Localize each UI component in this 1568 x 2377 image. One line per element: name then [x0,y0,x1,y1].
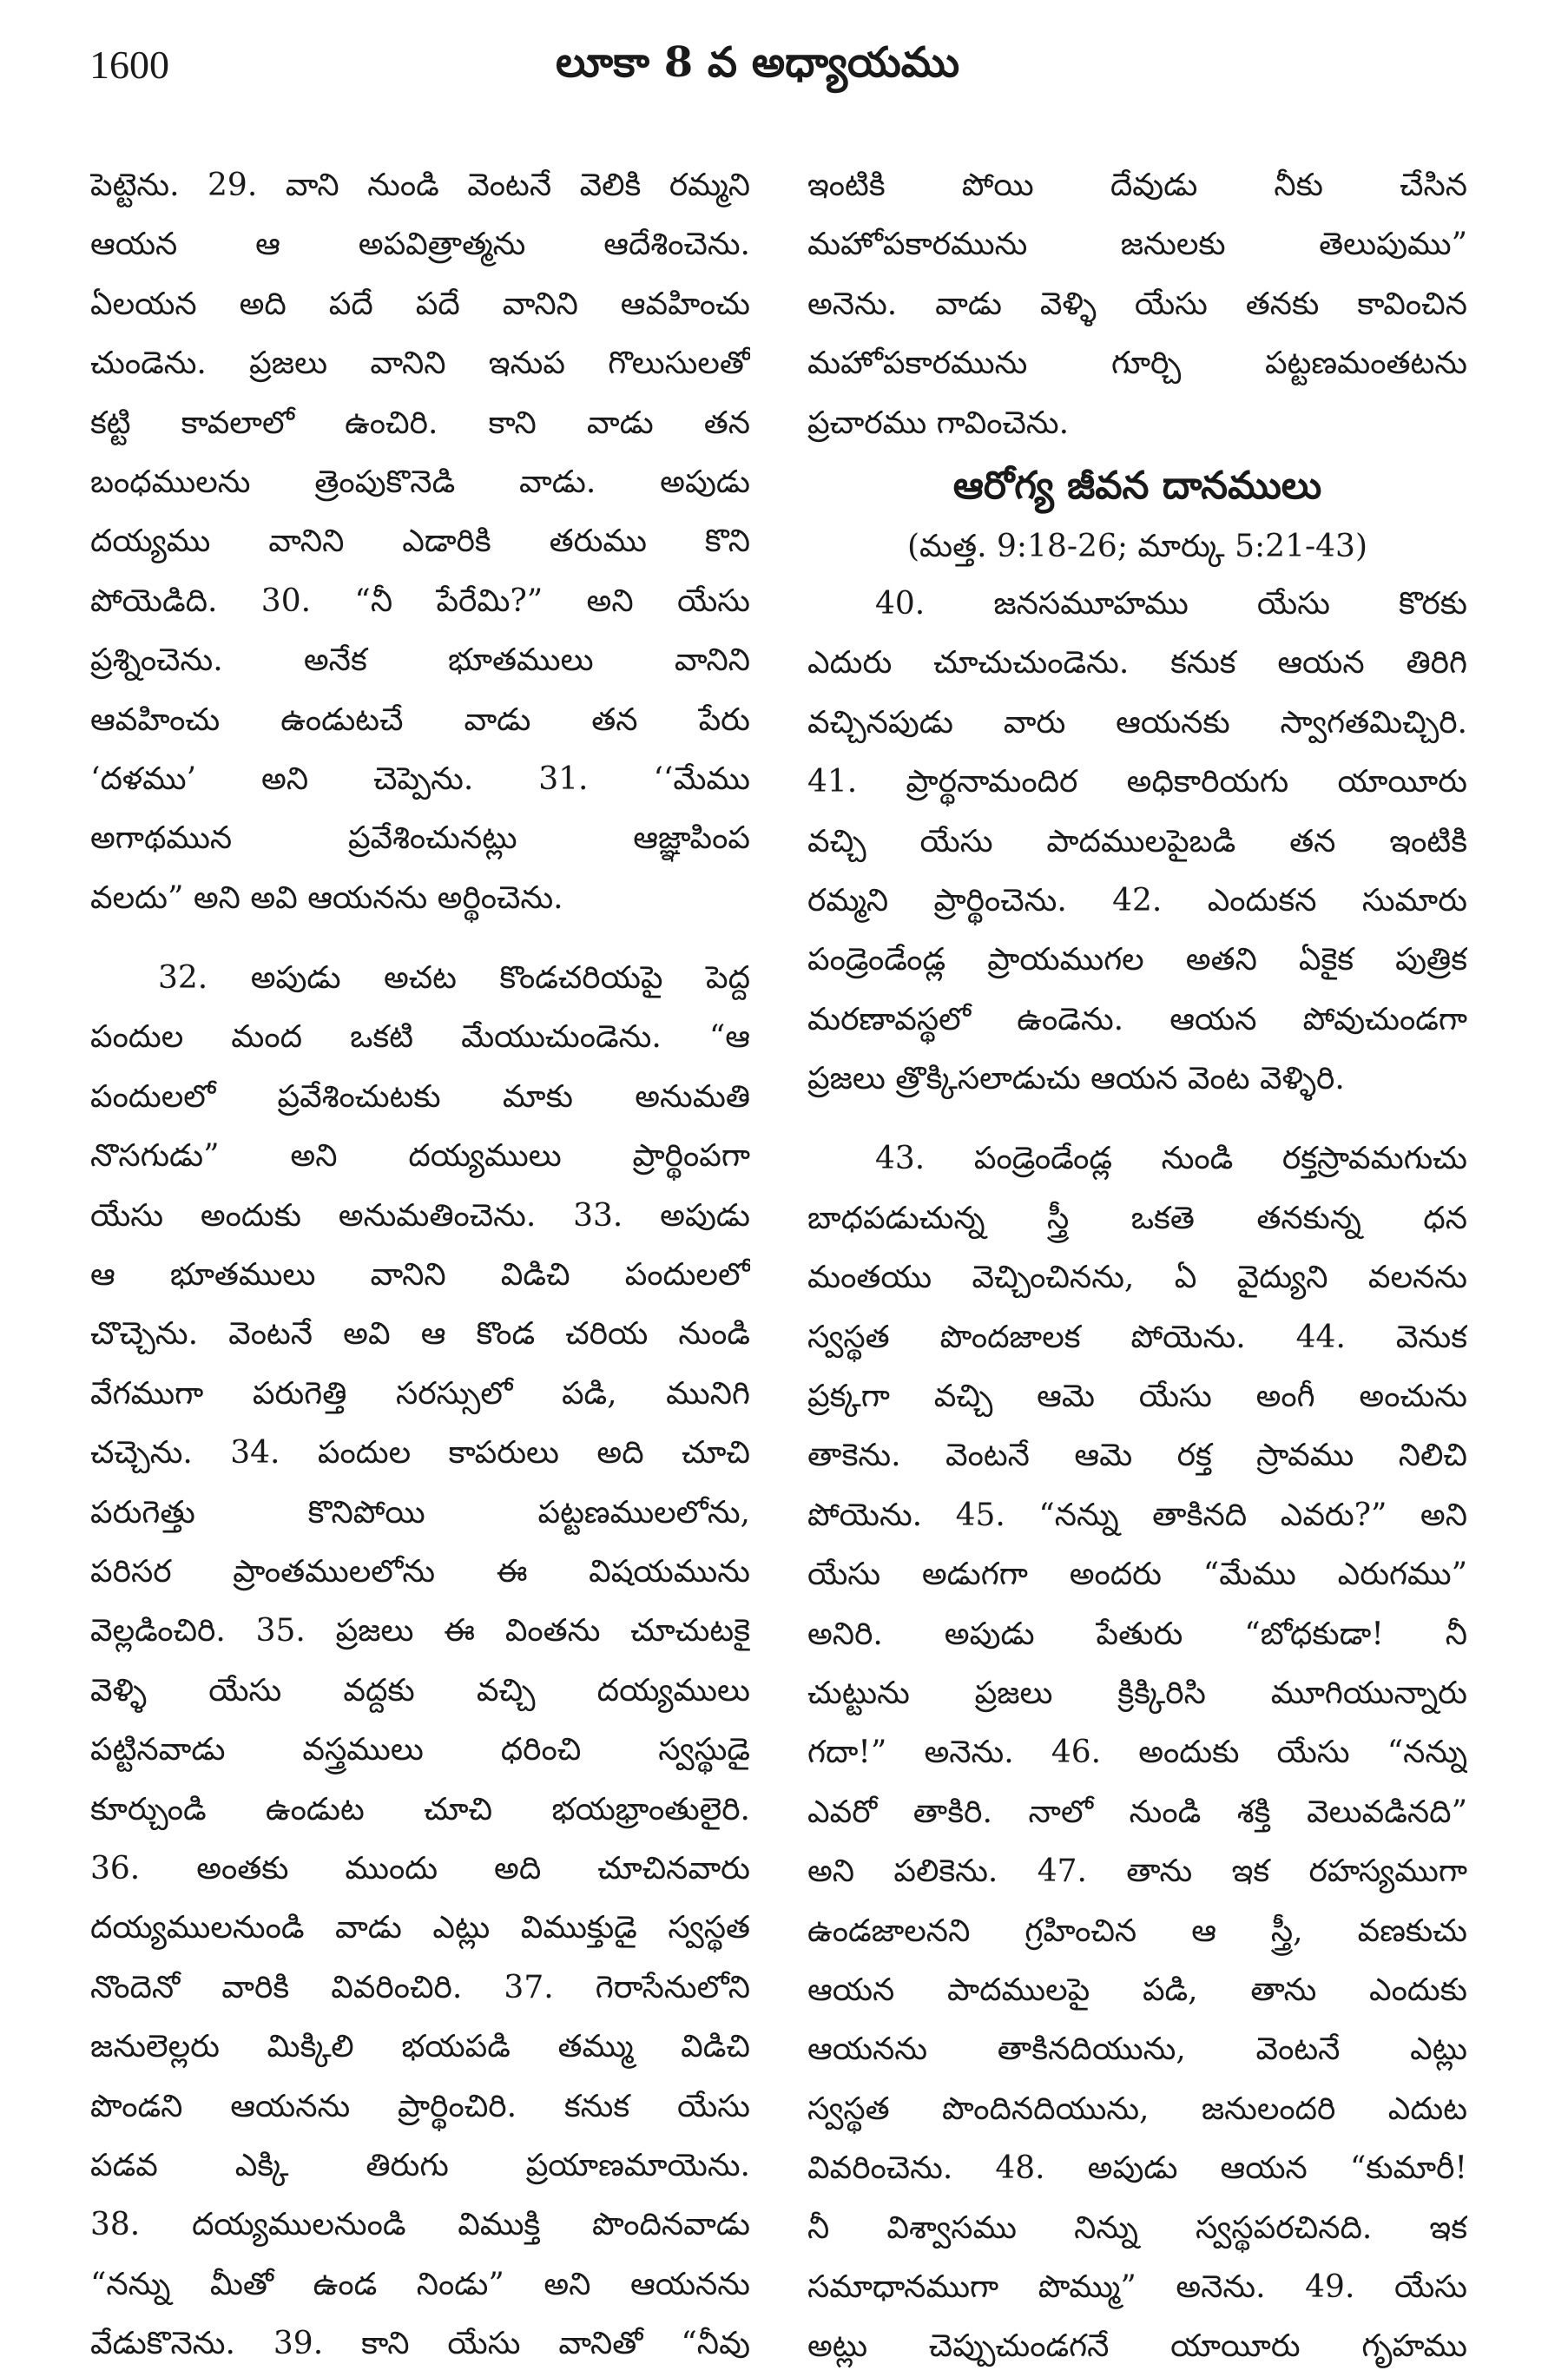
text-line: వచ్చి యేసు పాదములపైబడి తన ఇంటికి [807,823,1467,859]
text-line: చుట్టును ప్రజలు క్రిక్కిరిసి మూగియున్నారు [807,1675,1467,1711]
text-line: ఇంటికి పోయి దేవుడు నీకు చేసిన [807,168,1467,203]
text-line: ప్రశ్నించెను. అనేక భూతములు వానిని [90,642,750,679]
text-line: ప్రచారము గావించెను. [807,405,1070,441]
text-line: గదా!” అనెను. 46. అందుకు యేసు “నన్ను [807,1735,1467,1771]
text-line: ప్రక్కగా వచ్చి ఆమె యేసు అంగీ అంచును [807,1379,1467,1415]
text-line: దయ్యము వానిని ఎడారికి తరుము కొని [90,523,750,560]
text-line: రమ్మని ప్రార్థించెను. 42. ఎందుకన సుమారు [807,882,1467,919]
text-line: అగాథమున ప్రవేశించునట్లు ఆజ్ఞాపింప [90,820,750,857]
text-line: వచ్చినపుడు వారు ఆయనకు స్వాగతమిచ్చిరి. [807,704,1467,741]
text-line: నొందెనో వారికి వివరించిరి. 37. గెరాసేనులోని [90,1969,750,2005]
text-line: స్వస్థత పొందజాలక పోయెను. 44. వెనుక [807,1319,1467,1355]
text-line: ఎదురు చూచుచుండెను. కనుక ఆయన తిరిగి [807,645,1467,681]
text-line: 40. జనసమూహము యేసు కొరకు [875,585,1467,622]
text-line: 36. అంతకు ముందు అది చూచినవారు [90,1850,750,1886]
right-column [807,156,1467,2377]
text-line: పట్టినవాడు వస్త్రములు ధరించి స్వస్థుడై [90,1732,750,1768]
text-line: వివరించెను. 48. అపుడు ఆయన “కుమారీ! [807,2150,1467,2187]
text-line: పెట్టెను. 29. వాని నుండి వెంటనే వెలికి రమ్మని [90,168,750,203]
page-header [0,0,1568,95]
paragraph-gap [807,1109,1467,1129]
text-line: నొసగుడు” అని దయ్యములు ప్రార్థింపగా [90,1138,750,1175]
text-line: చచ్చెను. 34. పందుల కాపరులు అది చూచి [90,1435,750,1472]
text-line: మహోపకారమును జనులకు తెలుపుము” [807,227,1467,263]
text-line: మంతయు వెచ్చించినను, ఏ వైద్యుని వలనను [807,1260,1467,1296]
text-line: వేడుకొనెను. 39. కాని యేసు వానితో “నీవు [90,2326,750,2362]
text-line: మహోపకారమును గూర్చి పట్టణమంతటను [807,346,1467,382]
text-line: ‘దళము’ అని చెప్పెను. 31. ‘‘మేము [90,761,750,797]
text-line: “నన్ను మీతో ఉండ నిండు” అని ఆయనను [90,2266,750,2302]
text-line: స్వస్థత పొందినదియును, జనులందరి ఎదుట [807,2091,1467,2127]
text-line: 41. ప్రార్థనామందిర అధికారియగు యాయీరు [807,764,1467,800]
text-line: ఆయనను తాకినదియును, వెంటనే ఎట్లు [807,2031,1467,2068]
text-line: పందుల మంద ఒకటి మేయుచుండెను. “ఆ [90,1019,750,1056]
text-line: నీ విశ్వాసము నిన్ను స్వస్థపరచినది. ఇక [807,2209,1467,2246]
text-line: పరిసర ప్రాంతములలోను ఈ విషయమును [90,1553,750,1590]
text-line: తాకెను. వెంటనే ఆమె రక్త స్రావము నిలిచి [807,1438,1467,1474]
text-line: దయ్యములనుండి వాడు ఎట్లు విముక్తుడై స్వస్థత [90,1910,750,1946]
text-line: ఆవహించు ఉండుటచే వాడు తన పేరు [90,701,750,738]
text-line: చుండెను. ప్రజలు వానిని ఇనుప గొలుసులతో [90,346,750,382]
text-line: పరుగెత్తు కొనిపోయి పట్టణములలోను, [90,1494,750,1531]
text-line: మరణావస్థలో ఉండెను. ఆయన పోవుచుండగా [807,1001,1467,1037]
text-line: బంధములను త్రెంపుకొనెడి వాడు. అపుడు [90,464,750,500]
text-line: 43. పండ్రెండేండ్ల నుండి రక్తస్రావమగుచు [875,1141,1467,1177]
section-heading: ఆరోగ్య జీవన దానములు [952,463,1322,508]
text-line: అనిరి. అపుడు పేతురు “బోధకుడా! నీ [807,1616,1467,1652]
text-line: పడవ ఎక్కి తిరుగు ప్రయాణమాయెను. [90,2147,750,2183]
text-line: ఆయన ఆ అపవిత్రాత్మను ఆదేశించెను. [90,227,750,263]
text-line: ప్రజలు త్రొక్కిసలాడుచు ఆయన వెంట వెళ్ళిరి. [807,1061,1345,1097]
text-line: పోయెను. 45. “నన్ను తాకినది ఎవరు?” అని [807,1497,1467,1533]
paragraph-gap [90,928,750,949]
text-line: చొచ్చెను. వెంటనే అవి ఆ కొండ చరియ నుండి [90,1316,750,1353]
text-line: 38. దయ్యములనుండి విముక్తి పొందినవాడు [90,2207,750,2243]
text-line: పందులలో ప్రవేశించుటకు మాకు అనుమతి [90,1078,750,1115]
text-line: ఎవరో తాకిరి. నాలో నుండి శక్తి వెలువడినది” [807,1794,1467,1830]
text-line: ఏలయన అది పదే పదే వానిని ఆవహించు [90,286,750,322]
text-line: ఆయన పాదములపై పడి, తాను ఎందుకు [807,1972,1467,2008]
page-number: 1600 [89,43,169,87]
text-line: సమాధానముగా పొమ్ము” అనెను. 49. యేసు [807,2268,1467,2305]
text-line: వేగముగా పరుగెత్తి సరస్సులో పడి, మునిగి [90,1375,750,1412]
text-line: కూర్చుండి ఉండుట చూచి భయభ్రాంతులైరి. [90,1791,750,1827]
right-column-text-bottom [807,575,1467,2377]
text-line: 32. అపుడు అచట కొండచరియపై పెద్ద [158,960,750,997]
text-line: పొండని ఆయనను ప్రార్థించిరి. కనుక యేసు [90,2088,750,2124]
text-line: ఉండజాలనని గ్రహించిన ఆ స్త్రీ, వణకుచు [807,1913,1467,1949]
section-reference: (మత్త. 9:18-26; మార్కు 5:21-43) [906,528,1367,564]
text-line: వలదు” అని అవి ఆయనను అర్థించెను. [90,879,563,916]
text-line: వెల్లడించిరి. 35. ప్రజలు ఈ వింతను చూచుటకై [90,1613,750,1649]
running-title: లూకా 8 వ అధ్యాయము [556,38,960,87]
text-line: జనులెల్లరు మిక్కిలి భయపడి తమ్ము విడిచి [90,2029,750,2065]
text-line: అనెను. వాడు వెళ్ళి యేసు తనకు కావించిన [807,286,1467,322]
text-line: పోయెడిది. 30. “నీ పేరేమి?” అని యేసు [90,583,750,619]
text-line: యేసు అడుగగా అందరు “మేము ఎరుగము” [807,1557,1467,1593]
text-line: బాధపడుచున్న స్త్రీ ఒకతె తనకున్న ధన [807,1200,1467,1236]
text-line: యేసు అందుకు అనుమతించెను. 33. అపుడు [90,1197,750,1234]
text-line: పండ్రెండేండ్ల ప్రాయముగల అతని ఏకైక పుత్రిక [807,942,1467,978]
text-line: వెళ్ళి యేసు వద్దకు వచ్చి దయ్యములు [90,1672,750,1709]
left-column [90,156,750,2374]
text-line: కట్టి కావలాలో ఉంచిరి. కాని వాడు తన [90,405,750,441]
text-line: అట్లు చెప్పుచుండగనే యాయీరు గృహము [807,2328,1467,2365]
right-column-text-top [807,156,1467,453]
text-line: ఆ భూతములు వానిని విడిచి పందులలో [90,1257,750,1294]
text-line: అని పలికెను. 47. తాను ఇక రహస్యముగా [807,1854,1467,1890]
